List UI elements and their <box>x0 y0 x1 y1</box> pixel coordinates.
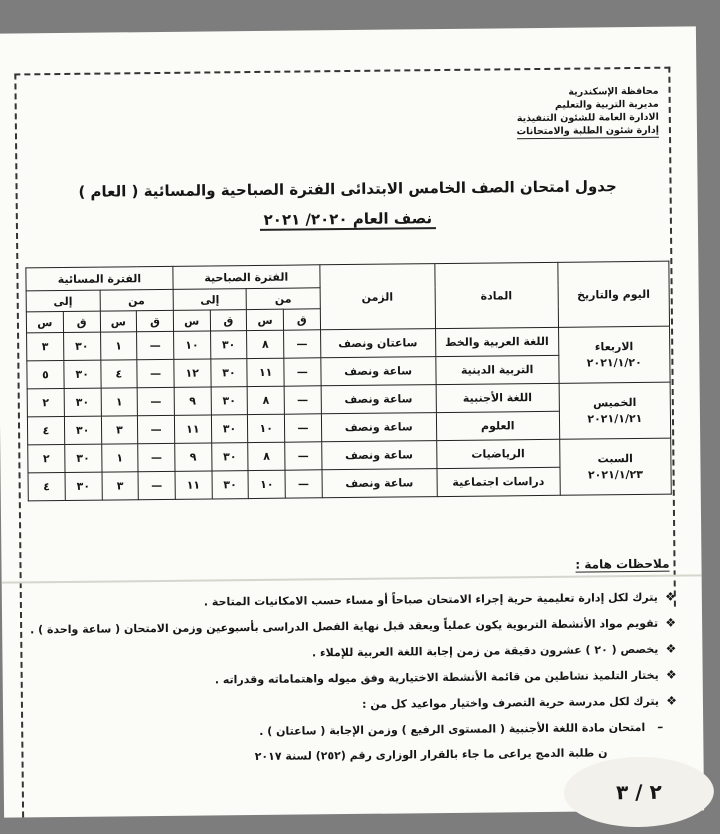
header-subject: المادة <box>435 262 559 328</box>
evening-from-minute: — <box>138 415 175 443</box>
header-evening-from: من <box>100 289 174 311</box>
day-date: ٢٠٢١/١/٢٣ <box>587 467 644 482</box>
diamond-bullet-icon: ❖ <box>665 615 677 630</box>
header-evening-to: إلى <box>26 290 100 312</box>
table-row <box>27 382 670 417</box>
day-name: الاربعاء <box>594 339 634 353</box>
morning-from-minute: — <box>284 414 321 442</box>
duration-cell: ساعة ونصف <box>321 413 436 442</box>
diamond-bullet-icon: ❖ <box>665 641 677 656</box>
dashed-border-top <box>14 67 670 76</box>
header-minute: ق <box>210 310 247 331</box>
day-date: ٢٠٢١/١/٢٠ <box>586 355 642 370</box>
header-day-date: اليوم والتاريخ <box>558 261 670 327</box>
header-line: مديرية التربية والتعليم <box>554 98 659 111</box>
morning-from-hour: ١١ <box>247 358 284 386</box>
morning-from-hour: ١٠ <box>248 414 285 442</box>
subtitle-text: نصف العام ٢٠٢٠/ ٢٠٢١ <box>260 209 437 231</box>
evening-from-minute: — <box>138 471 175 499</box>
morning-from-hour: ٨ <box>247 386 284 414</box>
subject-cell: الرياضيات <box>436 439 559 468</box>
morning-from-minute: — <box>284 386 321 414</box>
table-row <box>28 438 671 473</box>
header-morning-to: إلى <box>173 289 247 311</box>
evening-from-hour: ٤ <box>100 360 137 388</box>
evening-to-hour: ٥ <box>27 360 64 388</box>
day-name: السبت <box>597 451 633 465</box>
subject-cell: دراسات اجتماعية <box>437 467 560 496</box>
day-date-cell <box>559 382 671 439</box>
header-hour: س <box>100 311 137 332</box>
dashed-border-left <box>14 73 24 817</box>
morning-from-hour: ٨ <box>248 442 285 470</box>
evening-to-hour: ٢ <box>28 444 65 472</box>
duration-cell: ساعتان ونصف <box>320 329 435 358</box>
header-morning-period: الفترة الصباحية <box>173 265 320 290</box>
header-minute: ق <box>63 311 100 332</box>
morning-to-minute: ٣٠ <box>211 415 248 443</box>
morning-from-minute: — <box>284 330 321 358</box>
note-text: يختار التلميذ نشاطين من قائمة الأنشطة الاختيارية وفق ميوله واهتماماته وقدراته . <box>214 668 659 687</box>
morning-to-hour: ١١ <box>175 471 212 499</box>
list-item <box>27 740 677 773</box>
evening-from-hour: ١ <box>101 388 138 416</box>
morning-to-minute: ٣٠ <box>211 387 248 415</box>
day-date: ٢٠٢١/١/٢١ <box>587 411 643 426</box>
evening-from-minute: — <box>137 331 174 359</box>
evening-to-minute: ٣٠ <box>63 332 100 360</box>
diamond-bullet-icon: ❖ <box>665 667 677 682</box>
evening-to-hour: ٣ <box>27 332 64 360</box>
morning-to-hour: ١١ <box>174 415 211 443</box>
evening-to-minute: ٣٠ <box>64 388 101 416</box>
note-text: يخصص ( ٢٠ ) عشرون دقيقة من زمن إجابة اللغة العربية للإملاء . <box>311 642 659 660</box>
subject-cell: التربية الدينية <box>435 355 558 384</box>
issuing-authority-header <box>478 85 659 140</box>
header-morning-from: من <box>246 288 320 310</box>
duration-cell: ساعة ونصف <box>321 441 436 470</box>
note-text: ن طلبة الدمج يراعى ما جاء بالقرار الوزارى رقم (٢٥٢) لسنة ٢٠١٧ <box>254 746 608 764</box>
notes-heading-text: ملاحظات هامة : <box>575 556 670 572</box>
evening-to-hour: ٤ <box>27 416 64 444</box>
morning-from-minute: — <box>285 442 322 470</box>
page-number: ٢ / ٣ <box>564 756 715 828</box>
header-duration: الزمن <box>320 264 436 330</box>
subject-cell: العلوم <box>436 411 559 440</box>
exam-schedule-table <box>25 261 671 502</box>
notes-list <box>26 584 678 773</box>
evening-from-hour: ٣ <box>102 472 139 500</box>
evening-from-hour: ١ <box>101 444 138 472</box>
header-line: محافظة الإسكندرية <box>568 85 659 98</box>
paper-fold-line <box>2 574 702 583</box>
duration-cell: ساعة ونصف <box>322 469 437 498</box>
subject-cell: اللغة العربية والخط <box>435 327 558 356</box>
duration-cell: ساعة ونصف <box>321 385 436 414</box>
header-minute: ق <box>283 309 320 330</box>
diamond-bullet-icon: ❖ <box>665 589 676 604</box>
page-subtitle <box>0 206 698 231</box>
header-hour: س <box>173 310 210 331</box>
morning-from-hour: ١٠ <box>248 470 285 498</box>
note-text: يترك لكل إدارة تعليمية حرية إجراء الامتحان صباحاً أو مساء حسب الامكانيات المتاحة . <box>203 590 658 609</box>
morning-to-minute: ٣٠ <box>212 471 249 499</box>
page-title: جدول امتحان الصف الخامس الابتدائى الفترة الصباحية والمسائية ( العام ) <box>78 177 617 201</box>
day-name: الخميس <box>592 395 637 409</box>
evening-from-hour: ٣ <box>101 416 138 444</box>
evening-to-hour: ٤ <box>28 472 65 500</box>
diamond-bullet-icon: ❖ <box>666 693 678 708</box>
table-row <box>27 326 670 361</box>
evening-to-minute: ٣٠ <box>65 472 102 500</box>
morning-to-hour: ٩ <box>174 387 211 415</box>
notes-heading <box>575 557 669 572</box>
morning-to-minute: ٣٠ <box>210 331 247 359</box>
evening-from-minute: — <box>137 387 174 415</box>
note-text: تقويم مواد الأنشطة التربوية يكون عملياً ويعقد قبل نهاية الفصل الدراسى بأسبوعين وزمن الامتحان ( ساعة واحدة ) . <box>30 616 659 637</box>
evening-to-minute: ٣٠ <box>65 444 102 472</box>
morning-to-minute: ٣٠ <box>211 443 248 471</box>
morning-to-hour: ١٠ <box>173 331 210 359</box>
header-minute: ق <box>137 310 174 331</box>
day-date-cell <box>558 326 670 383</box>
morning-to-minute: ٣٠ <box>210 359 247 387</box>
evening-from-minute: — <box>137 359 174 387</box>
header-line: الادارة العامة للشئون التنفيذية <box>516 111 659 125</box>
morning-to-hour: ٩ <box>175 443 212 471</box>
evening-to-minute: ٣٠ <box>64 360 101 388</box>
note-text: يترك لكل مدرسة حرية التصرف واختيار مواعيد كل من : <box>361 694 660 711</box>
exam-schedule-sheet <box>0 26 704 817</box>
evening-to-minute: ٣٠ <box>64 416 101 444</box>
duration-cell: ساعة ونصف <box>320 357 435 386</box>
header-hour: س <box>247 309 284 330</box>
morning-from-minute: — <box>284 358 321 386</box>
day-date-cell <box>559 438 671 495</box>
morning-from-hour: ٨ <box>247 330 284 358</box>
dash-bullet-icon: – <box>657 719 664 734</box>
subject-cell: اللغة الأجنبية <box>436 383 559 412</box>
header-hour: س <box>26 311 63 332</box>
note-text: امتحان مادة اللغة الأجنبية ( المستوى الرفيع ) وزمن الإجابة ( ساعتان ) . <box>259 720 646 738</box>
morning-from-minute: — <box>285 470 322 498</box>
header-evening-period: الفترة المسائية <box>26 266 173 291</box>
header-line: إدارة شئون الطلبة والامتحانات <box>516 124 660 138</box>
evening-from-hour: ١ <box>100 332 137 360</box>
morning-to-hour: ١٢ <box>174 359 211 387</box>
evening-from-minute: — <box>138 443 175 471</box>
evening-to-hour: ٢ <box>27 388 64 416</box>
